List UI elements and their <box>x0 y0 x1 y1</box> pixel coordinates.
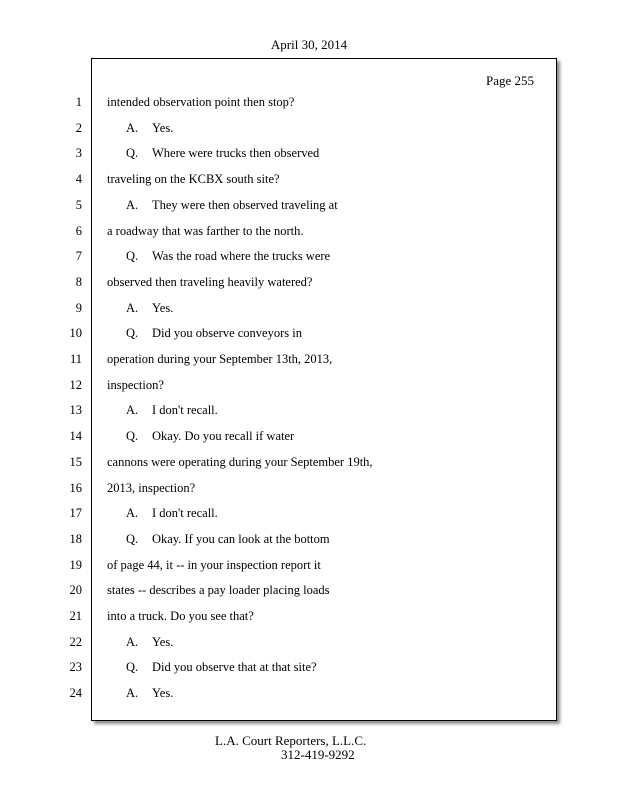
line-number: 3 <box>75 146 82 160</box>
line-text: Where were trucks then observed <box>152 146 320 160</box>
page-number: Page 255 <box>486 73 535 88</box>
line-number: 4 <box>75 172 82 186</box>
line-speaker: A. <box>126 403 139 417</box>
line-number: 17 <box>69 506 82 520</box>
line-number: 10 <box>69 326 82 340</box>
line-text: Yes. <box>152 686 174 700</box>
line-speaker: Q. <box>126 326 139 340</box>
line-number: 24 <box>69 686 82 700</box>
line-text: Yes. <box>152 635 174 649</box>
line-speaker: Q. <box>126 146 139 160</box>
line-text: a roadway that was farther to the north. <box>107 224 304 238</box>
line-text: Okay. If you can look at the bottom <box>152 532 330 546</box>
line-speaker: A. <box>126 121 139 135</box>
line-speaker: Q. <box>126 429 139 443</box>
line-text: They were then observed traveling at <box>152 198 338 212</box>
line-text: I don't recall. <box>152 403 218 417</box>
line-text: intended observation point then stop? <box>107 95 295 109</box>
line-number: 12 <box>69 378 82 392</box>
line-number: 22 <box>69 635 82 649</box>
line-text: cannons were operating during your September 19th, <box>107 455 373 469</box>
line-text: states -- describes a pay loader placing loads <box>107 583 330 597</box>
line-number: 11 <box>69 352 82 366</box>
line-text: Yes. <box>152 121 174 135</box>
line-number: 23 <box>69 660 82 674</box>
line-text: traveling on the KCBX south site? <box>107 172 280 186</box>
line-text: operation during your September 13th, 2013, <box>107 352 333 366</box>
line-text: Did you observe that at that site? <box>152 660 317 674</box>
line-number: 16 <box>69 481 82 495</box>
footer-phone: 312-419-9292 <box>281 747 355 762</box>
line-number: 14 <box>69 429 82 443</box>
line-number: 9 <box>75 301 82 315</box>
line-speaker: Q. <box>126 249 139 263</box>
line-number: 1 <box>75 95 82 109</box>
line-text: Yes. <box>152 301 174 315</box>
line-number: 2 <box>75 121 82 135</box>
line-number: 21 <box>69 609 82 623</box>
line-number: 19 <box>69 558 82 572</box>
line-number: 20 <box>69 583 82 597</box>
line-speaker: A. <box>126 635 139 649</box>
line-speaker: A. <box>126 301 139 315</box>
footer-company: L.A. Court Reporters, L.L.C. <box>215 733 367 748</box>
line-number: 15 <box>69 455 82 469</box>
line-text: Was the road where the trucks were <box>152 249 331 263</box>
line-text: observed then traveling heavily watered? <box>107 275 313 289</box>
line-number: 6 <box>75 224 82 238</box>
line-number: 13 <box>69 403 82 417</box>
line-text: I don't recall. <box>152 506 218 520</box>
line-text: Did you observe conveyors in <box>152 326 302 340</box>
line-text: 2013, inspection? <box>107 481 196 495</box>
line-text: Okay. Do you recall if water <box>152 429 295 443</box>
line-text: inspection? <box>107 378 164 392</box>
line-speaker: Q. <box>126 660 139 674</box>
line-number: 5 <box>75 198 82 212</box>
line-speaker: A. <box>126 686 139 700</box>
line-speaker: Q. <box>126 532 139 546</box>
line-speaker: A. <box>126 198 139 212</box>
transcript-date-header: April 30, 2014 <box>270 37 348 52</box>
line-speaker: A. <box>126 506 139 520</box>
line-text: of page 44, it -- in your inspection report it <box>107 558 321 572</box>
line-number: 8 <box>75 275 82 289</box>
line-number: 18 <box>69 532 82 546</box>
line-number: 7 <box>75 249 82 263</box>
line-text: into a truck. Do you see that? <box>107 609 254 623</box>
